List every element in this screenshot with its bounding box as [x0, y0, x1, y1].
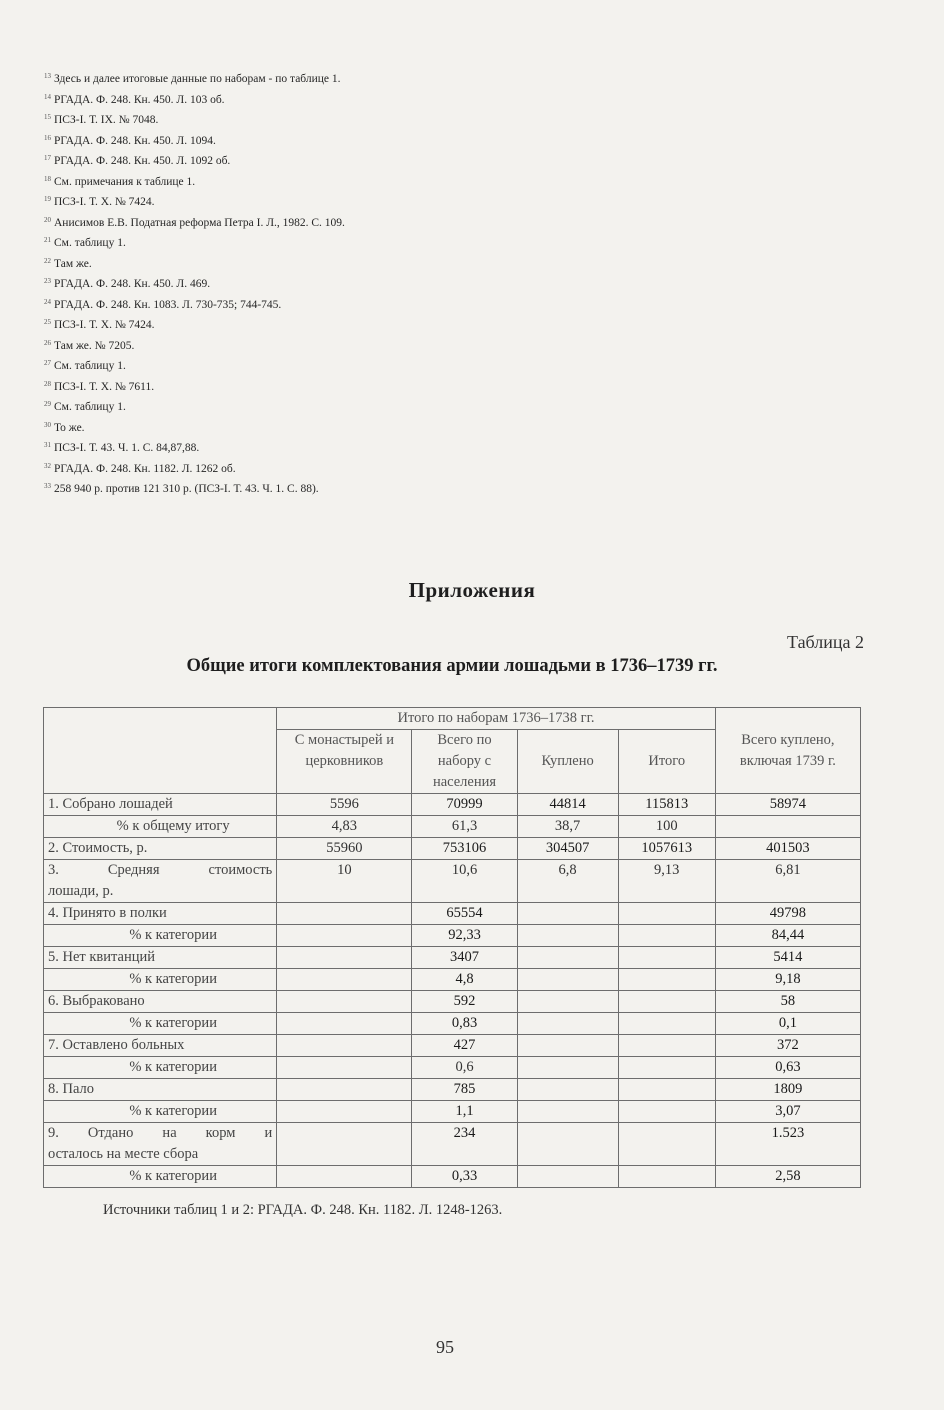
cell-population: 3407 — [412, 947, 517, 969]
footnote — [44, 355, 644, 376]
cell-total: 9,13 — [618, 860, 715, 903]
table-label: Таблица 2 — [787, 632, 864, 652]
cell-population: 785 — [412, 1079, 517, 1101]
cell-total — [618, 925, 715, 947]
cell-monasteries — [277, 1057, 412, 1079]
cell-total — [618, 1057, 715, 1079]
cell-monasteries — [277, 925, 412, 947]
row-label: 6. Выбраковано — [44, 991, 277, 1013]
row-label-line-1: 9. Отдано на корм и — [48, 1125, 273, 1141]
cell-total — [618, 1101, 715, 1123]
cell-population: 592 — [412, 991, 517, 1013]
footnote — [44, 294, 644, 315]
table-body — [44, 794, 861, 1188]
cell-population: 70999 — [412, 794, 517, 816]
cell-all-bought: 49798 — [715, 903, 860, 925]
cell-bought — [517, 947, 618, 969]
cell-total — [618, 1123, 715, 1166]
footnote — [44, 396, 644, 417]
cell-total: 1057613 — [618, 838, 715, 860]
footnote-text: РГАДА. Ф. 248. Кн. 450. Л. 1094. — [54, 134, 216, 147]
footnote — [44, 212, 644, 233]
appendix-title: Приложения — [408, 578, 536, 602]
cell-population: 0,33 — [412, 1166, 517, 1188]
footnote-text: ПСЗ-I. Т. 43. Ч. 1. С. 84,87,88. — [54, 442, 200, 454]
footnote-text: РГАДА. Ф. 248. Кн. 1083. Л. 730-735; 744-745. — [54, 298, 282, 311]
cell-population: 753106 — [412, 838, 517, 860]
footnote-text: См. таблицу 1. — [54, 360, 126, 372]
cell-total: 100 — [618, 816, 715, 838]
table-row — [44, 794, 861, 816]
row-label: % к категории — [44, 969, 277, 991]
cell-monasteries — [277, 903, 412, 925]
cell-bought — [517, 1123, 618, 1166]
cell-monasteries — [277, 1166, 412, 1188]
footnote-text: Там же. № 7205. — [54, 339, 135, 352]
footnote — [44, 458, 644, 479]
footnote-text: Здесь и далее итоговые данные по наборам - по таблице 1. — [54, 73, 341, 85]
footnote-number: 20 — [44, 215, 51, 224]
footnote-text: РГАДА. Ф. 248. Кн. 450. Л. 103 об. — [54, 93, 225, 106]
table-row — [44, 1057, 861, 1079]
table-row — [44, 1101, 861, 1123]
cell-total — [618, 991, 715, 1013]
footnote — [44, 273, 644, 294]
table-row — [44, 816, 861, 838]
cell-population: 0,6 — [412, 1057, 517, 1079]
cell-monasteries: 4,83 — [277, 816, 412, 838]
footnote — [44, 335, 644, 356]
cell-monasteries: 55960 — [277, 838, 412, 860]
footnote-text: РГАДА. Ф. 248. Кн. 450. Л. 469. — [54, 278, 211, 290]
cell-monasteries — [277, 1101, 412, 1123]
cell-population: 92,33 — [412, 925, 517, 947]
footnote-number: 21 — [44, 236, 51, 244]
row-label: % к общему итогу — [44, 816, 277, 838]
cell-monasteries — [277, 969, 412, 991]
footnote — [44, 150, 644, 171]
cell-population: 61,3 — [412, 816, 517, 838]
cell-total — [618, 1166, 715, 1188]
table-row — [44, 991, 861, 1013]
row-label: 7. Оставлено больных — [44, 1035, 277, 1057]
footnote-number: 18 — [44, 174, 51, 183]
header-group-1736-1738: Итого по наборам 1736–1738 гг. — [277, 708, 716, 730]
table-row — [44, 1166, 861, 1188]
cell-all-bought: 0,1 — [715, 1013, 860, 1035]
footnote-text: ПСЗ-I. Т. Х. № 7424. — [54, 196, 155, 208]
row-label: % к категории — [44, 925, 277, 947]
header-all-bought: Всего куплено, включая 1739 г. — [715, 708, 860, 794]
header-monasteries: С монастырей и церковников — [277, 730, 412, 794]
cell-all-bought: 372 — [715, 1035, 860, 1057]
cell-total — [618, 969, 715, 991]
footnote-text: РГАДА. Ф. 248. Кн. 450. Л. 1092 об. — [54, 155, 231, 167]
cell-bought: 304507 — [517, 838, 618, 860]
footnote-number: 23 — [44, 277, 51, 285]
cell-total — [618, 947, 715, 969]
cell-bought: 6,8 — [517, 860, 618, 903]
cell-total — [618, 903, 715, 925]
footnote-number: 33 — [44, 482, 51, 490]
cell-all-bought: 58 — [715, 991, 860, 1013]
cell-population: 65554 — [412, 903, 517, 925]
row-label: % к категории — [44, 1013, 277, 1035]
cell-monasteries — [277, 1079, 412, 1101]
footnote — [44, 253, 644, 274]
row-label: % к категории — [44, 1166, 277, 1188]
table-row — [44, 1079, 861, 1101]
footnote-text: См. таблицу 1. — [54, 237, 126, 249]
footnote-number: 30 — [44, 420, 51, 429]
footnote — [44, 171, 644, 192]
footnote — [44, 417, 644, 438]
table-row — [44, 1123, 861, 1166]
footnote-text: ПСЗ-I. Т. Х. № 7424. — [54, 319, 155, 331]
footnote — [44, 191, 644, 212]
footnote-text: ПСЗ-I. Т. IX. № 7048. — [54, 114, 159, 126]
cell-monasteries — [277, 1035, 412, 1057]
row-label: % к категории — [44, 1101, 277, 1123]
footnote-number: 25 — [44, 318, 51, 326]
footnote-text: См. примечания к таблице 1. — [54, 175, 196, 188]
cell-monasteries — [277, 947, 412, 969]
header-population: Всего по набору с населения — [412, 730, 517, 794]
table-row — [44, 903, 861, 925]
footnote-text: См. таблицу 1. — [54, 401, 126, 413]
table-title: Общие итоги комплектования армии лошадьми в 1736–1739 гг. — [186, 656, 718, 676]
cell-bought — [517, 1101, 618, 1123]
cell-bought — [517, 1079, 618, 1101]
footnote-text: Там же. — [54, 257, 92, 270]
table-row — [44, 1035, 861, 1057]
cell-all-bought: 0,63 — [715, 1057, 860, 1079]
row-label-line-2: лошади, р. — [48, 883, 114, 899]
cell-bought — [517, 991, 618, 1013]
header-row — [44, 708, 861, 730]
cell-bought — [517, 925, 618, 947]
table-row — [44, 925, 861, 947]
footnote — [44, 89, 644, 110]
footnote — [44, 232, 644, 253]
table-row — [44, 1013, 861, 1035]
footnote-number: 13 — [44, 72, 51, 80]
footnote-number: 17 — [44, 154, 51, 162]
horses-summary-table — [43, 707, 861, 1188]
footnote — [44, 109, 644, 130]
table-row — [44, 860, 861, 903]
cell-bought: 38,7 — [517, 816, 618, 838]
row-label — [44, 860, 277, 903]
cell-all-bought: 401503 — [715, 838, 860, 860]
footnote — [44, 376, 644, 397]
footnote-number: 14 — [44, 92, 51, 101]
cell-all-bought: 5414 — [715, 947, 860, 969]
cell-bought — [517, 903, 618, 925]
cell-bought: 44814 — [517, 794, 618, 816]
table-row — [44, 947, 861, 969]
cell-all-bought — [715, 816, 860, 838]
cell-bought — [517, 969, 618, 991]
footnote-number: 26 — [44, 338, 51, 347]
footnote — [44, 314, 644, 335]
cell-bought — [517, 1035, 618, 1057]
footnote-number: 29 — [44, 400, 51, 408]
footnote — [44, 437, 644, 458]
header-empty-cell — [44, 708, 277, 794]
footnote-text: РГАДА. Ф. 248. Кн. 1182. Л. 1262 об. — [54, 462, 236, 475]
cell-monasteries — [277, 1013, 412, 1035]
cell-bought — [517, 1166, 618, 1188]
cell-all-bought: 1.523 — [715, 1123, 860, 1166]
footnote-number: 31 — [44, 441, 51, 449]
table-header — [44, 708, 861, 794]
cell-monasteries — [277, 1123, 412, 1166]
cell-total: 115813 — [618, 794, 715, 816]
cell-monasteries: 10 — [277, 860, 412, 903]
footnote-number: 27 — [44, 359, 51, 367]
table-row — [44, 969, 861, 991]
footnote-number: 22 — [44, 256, 51, 265]
footnote — [44, 478, 644, 499]
header-total: Итого — [618, 730, 715, 794]
row-label-line-2: осталось на месте сбора — [48, 1146, 199, 1162]
footnote-number: 28 — [44, 379, 51, 388]
cell-population: 1,1 — [412, 1101, 517, 1123]
cell-population: 10,6 — [412, 860, 517, 903]
row-label: 4. Принято в полки — [44, 903, 277, 925]
cell-monasteries: 5596 — [277, 794, 412, 816]
cell-all-bought: 3,07 — [715, 1101, 860, 1123]
footnote-text: Анисимов Е.В. Податная реформа Петра I. Л., 1982. С. 109. — [54, 216, 345, 229]
cell-monasteries — [277, 991, 412, 1013]
cell-all-bought: 6,81 — [715, 860, 860, 903]
footnote-number: 32 — [44, 461, 51, 470]
cell-bought — [517, 1013, 618, 1035]
row-label: 8. Пало — [44, 1079, 277, 1101]
row-label: % к категории — [44, 1057, 277, 1079]
row-label-line-1: 3. Средняя стоимость — [48, 862, 273, 878]
cell-all-bought: 84,44 — [715, 925, 860, 947]
cell-population: 427 — [412, 1035, 517, 1057]
source-note: Источники таблиц 1 и 2: РГАДА. Ф. 248. Кн. 1182. Л. 1248-1263. — [103, 1202, 503, 1218]
cell-all-bought: 58974 — [715, 794, 860, 816]
page-number: 95 — [436, 1337, 454, 1357]
footnote-number: 24 — [44, 297, 51, 306]
cell-all-bought: 2,58 — [715, 1166, 860, 1188]
cell-all-bought: 9,18 — [715, 969, 860, 991]
footnote-text: То же. — [54, 421, 85, 434]
footnote-number: 15 — [44, 113, 51, 121]
cell-bought — [517, 1057, 618, 1079]
cell-population: 0,83 — [412, 1013, 517, 1035]
row-label: 1. Собрано лошадей — [44, 794, 277, 816]
cell-population: 234 — [412, 1123, 517, 1166]
cell-total — [618, 1079, 715, 1101]
footnote — [44, 68, 644, 89]
table-row — [44, 838, 861, 860]
header-bought: Куплено — [517, 730, 618, 794]
cell-total — [618, 1035, 715, 1057]
footnote-number: 19 — [44, 195, 51, 203]
footnote — [44, 130, 644, 151]
footnote-text: 258 940 р. против 121 310 р. (ПСЗ-I. Т. 43. Ч. 1. С. 88). — [54, 483, 319, 495]
row-label: 5. Нет квитанций — [44, 947, 277, 969]
cell-total — [618, 1013, 715, 1035]
cell-population: 4,8 — [412, 969, 517, 991]
row-label — [44, 1123, 277, 1166]
footnote-text: ПСЗ-I. Т. Х. № 7611. — [54, 380, 155, 393]
cell-all-bought: 1809 — [715, 1079, 860, 1101]
row-label: 2. Стоимость, р. — [44, 838, 277, 860]
footnotes — [44, 68, 644, 499]
footnote-number: 16 — [44, 133, 51, 142]
